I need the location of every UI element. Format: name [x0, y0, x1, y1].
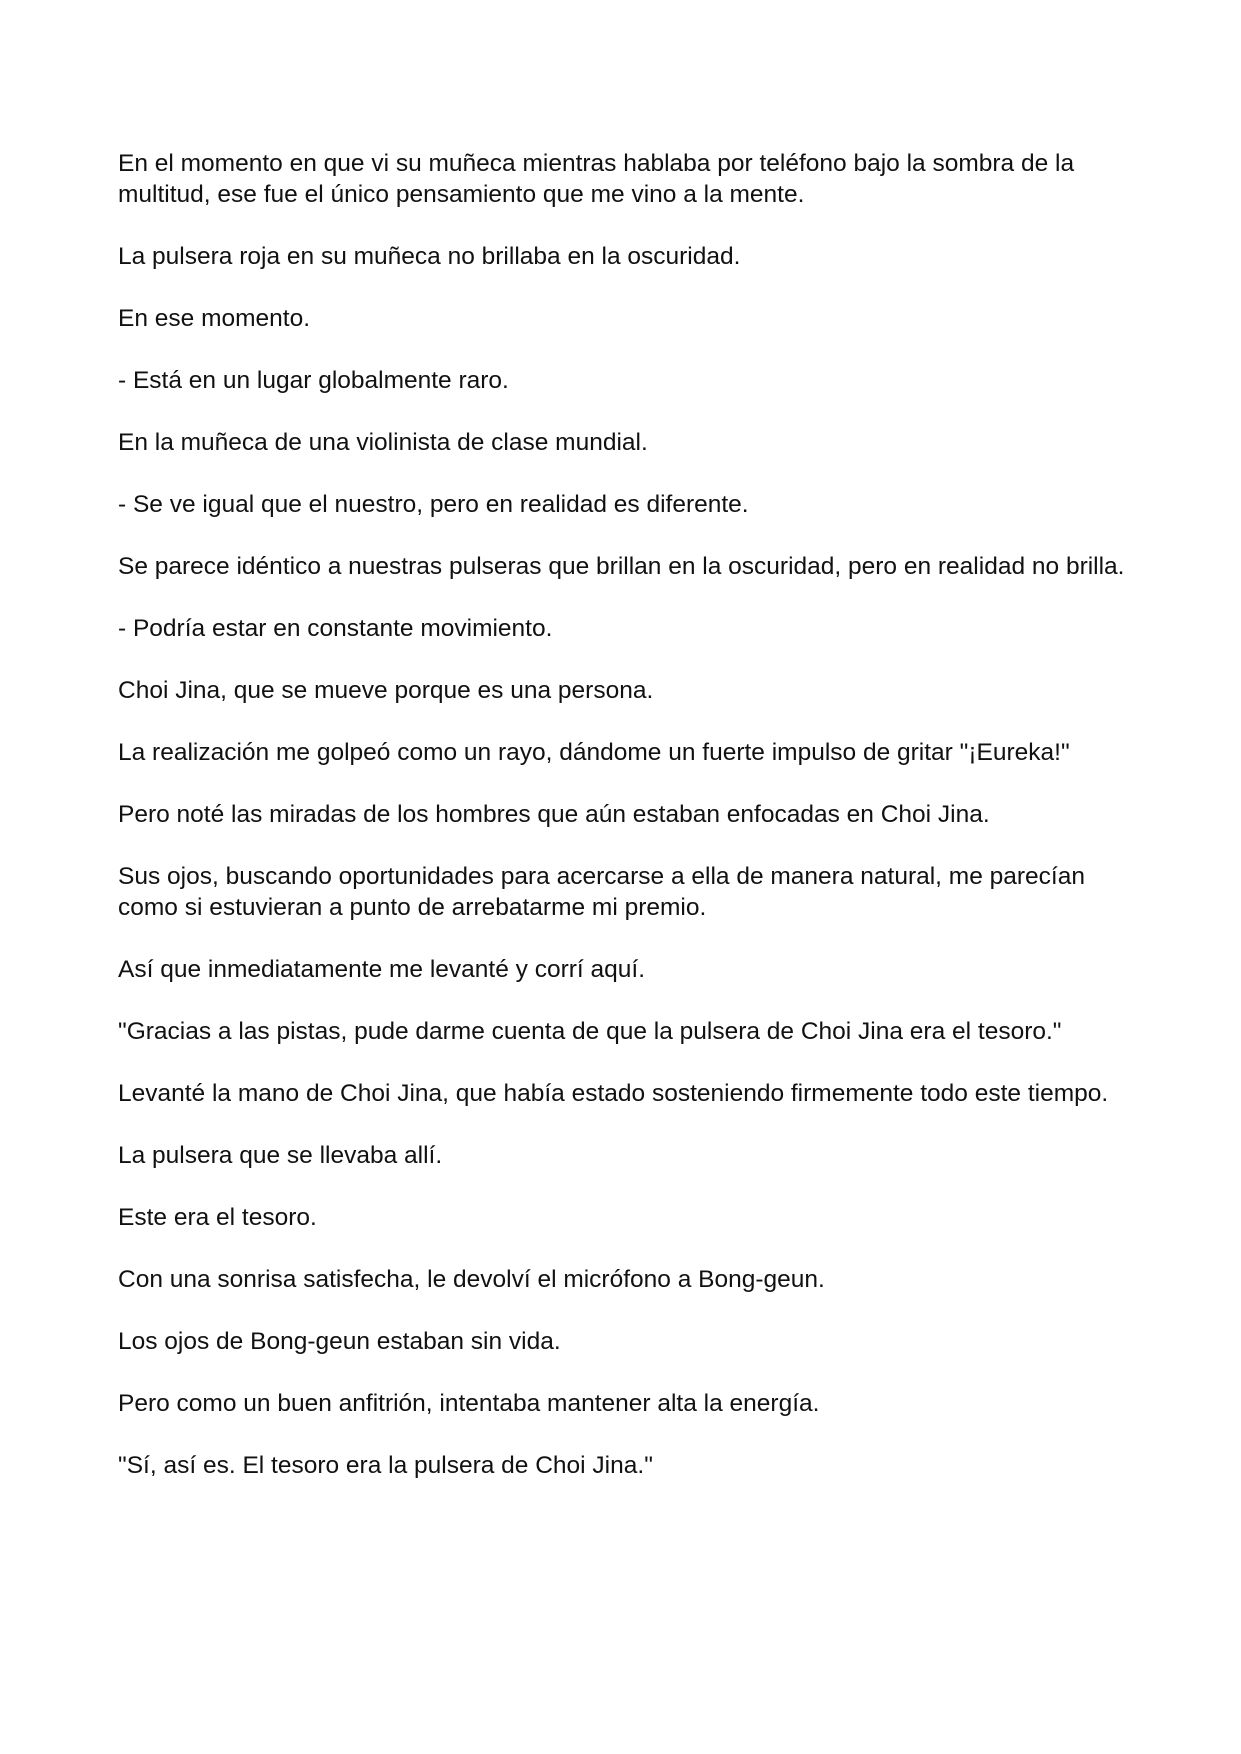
paragraph: Con una sonrisa satisfecha, le devolví el micrófono a Bong-geun. [118, 1266, 825, 1293]
paragraph: Pero como un buen anfitrión, intentaba mantener alta la energía. [118, 1390, 820, 1417]
paragraph: La pulsera roja en su muñeca no brillaba en la oscuridad. [118, 243, 741, 270]
paragraph: Pero noté las miradas de los hombres que aún estaban enfocadas en Choi Jina. [118, 801, 990, 828]
paragraph: En el momento en que vi su muñeca mientras hablaba por teléfono bajo la sombra de la multitud, ese fue el único pensamiento que me vino a la mente. [118, 150, 1075, 208]
paragraph: Choi Jina, que se mueve porque es una persona. [118, 677, 654, 704]
paragraph: Este era el tesoro. [118, 1204, 317, 1231]
paragraph: En ese momento. [118, 305, 311, 332]
paragraph: Los ojos de Bong-geun estaban sin vida. [118, 1328, 561, 1355]
paragraph: Se parece idéntico a nuestras pulseras que brillan en la oscuridad, pero en realidad no brilla. [118, 553, 1125, 580]
paragraph: La realización me golpeó como un rayo, dándome un fuerte impulso de gritar "¡Eureka!" [118, 739, 1070, 766]
paragraph: - Se ve igual que el nuestro, pero en realidad es diferente. [118, 491, 749, 518]
paragraph: - Podría estar en constante movimiento. [118, 615, 553, 642]
paragraph: La pulsera que se llevaba allí. [118, 1142, 443, 1169]
paragraph: "Sí, así es. El tesoro era la pulsera de Choi Jina." [118, 1452, 653, 1479]
paragraph: Así que inmediatamente me levanté y corrí aquí. [118, 956, 646, 983]
paragraph: Levanté la mano de Choi Jina, que había estado sosteniendo firmemente todo este tiempo. [118, 1080, 1109, 1107]
paragraph: En la muñeca de una violinista de clase mundial. [118, 429, 648, 456]
document-body [118, 148, 1138, 1512]
paragraph: - Está en un lugar globalmente raro. [118, 367, 509, 394]
paragraph: Sus ojos, buscando oportunidades para acercarse a ella de manera natural, me parecían como si estuvieran a punto de arrebatarme mi premio. [118, 863, 1085, 921]
paragraph: "Gracias a las pistas, pude darme cuenta de que la pulsera de Choi Jina era el tesoro." [118, 1018, 1062, 1045]
